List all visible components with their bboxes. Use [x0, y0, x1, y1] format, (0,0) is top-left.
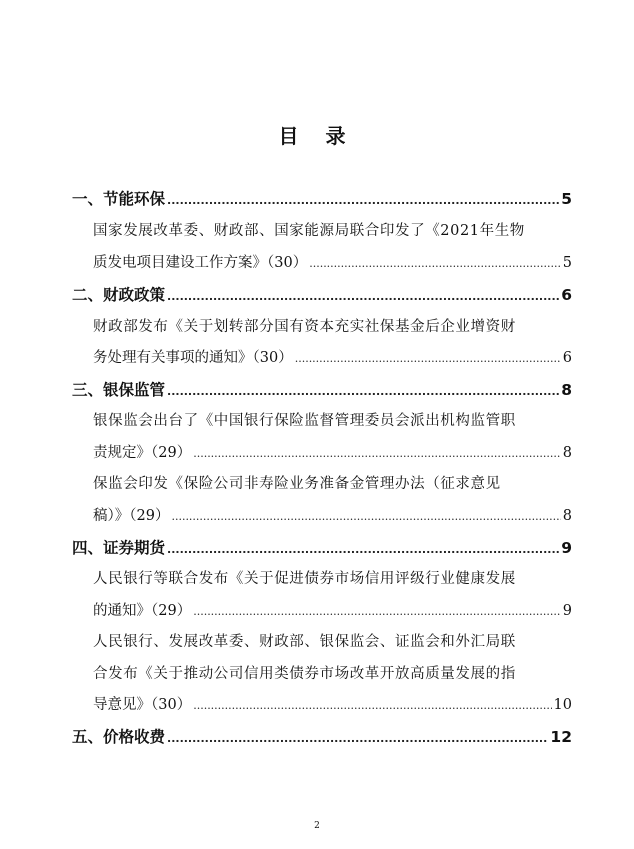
toc-entry-4-1-line-2[interactable] — [93, 598, 572, 624]
section-title: 银保监管 — [103, 381, 166, 399]
toc-entry-4-2-line-3[interactable] — [93, 692, 572, 718]
entry-page-number: 5 — [562, 255, 572, 271]
section-page-number: 8 — [561, 381, 572, 399]
entry-page-number: 9 — [562, 603, 572, 619]
entry-text: 人民银行、发展改革委、财政部、银保监会、证监会和外汇局联 — [93, 634, 516, 650]
dot-leader — [295, 346, 561, 372]
dot-leader — [167, 537, 559, 563]
toc-section-2[interactable] — [72, 282, 572, 308]
dot-leader — [309, 251, 561, 277]
dot-leader — [193, 599, 561, 625]
entry-page-number: 10 — [553, 697, 572, 713]
page-number: 2 — [314, 821, 320, 831]
dot-leader — [167, 188, 559, 214]
toc-section-4[interactable] — [72, 535, 572, 561]
toc-entry-3-1-line-2[interactable] — [93, 440, 572, 466]
dot-leader — [167, 726, 548, 752]
toc-title: 目 录 — [278, 124, 356, 148]
section-title: 财政政策 — [103, 286, 166, 304]
entry-text: 保监会印发《保险公司非寿险业务准备金管理办法（征求意见 — [93, 476, 501, 492]
dot-leader — [193, 693, 551, 719]
dot-leader — [193, 441, 561, 467]
section-title: 价格收费 — [103, 728, 166, 746]
toc-entry-3-2-line-1[interactable] — [93, 471, 572, 497]
section-page-number: 9 — [561, 539, 572, 557]
toc-section-5[interactable] — [72, 724, 572, 750]
section-number: 二、 — [72, 286, 104, 304]
section-page-number: 12 — [550, 728, 572, 746]
toc-entry-4-2-line-2[interactable] — [93, 661, 572, 687]
dot-leader — [167, 379, 559, 405]
dot-leader — [167, 284, 559, 310]
section-number: 一、 — [72, 190, 104, 208]
toc-section-3[interactable] — [72, 377, 572, 403]
entry-text: 国家发展改革委、财政部、国家能源局联合印发了《2021年生物 — [93, 223, 525, 239]
toc-entry-2-1-line-2[interactable] — [93, 345, 572, 371]
entry-text: 质发电项目建设工作方案》（30） — [93, 255, 308, 271]
entry-page-number: 8 — [562, 508, 572, 524]
toc-section-1[interactable] — [72, 186, 572, 212]
section-number: 四、 — [72, 539, 104, 557]
entry-text: 责规定》（29） — [93, 445, 192, 461]
entry-text: 的通知》（29） — [93, 603, 192, 619]
toc-entry-4-2-line-1[interactable] — [93, 629, 572, 655]
section-page-number: 5 — [561, 190, 572, 208]
section-title: 证券期货 — [103, 539, 166, 557]
entry-page-number: 8 — [562, 445, 572, 461]
toc-entry-2-1-line-1[interactable] — [93, 314, 572, 340]
toc-entry-3-2-line-2[interactable] — [93, 503, 572, 529]
toc-entry-4-1-line-1[interactable] — [93, 566, 572, 592]
toc-entry-1-1-line-2[interactable] — [93, 250, 572, 276]
entry-text: 务处理有关事项的通知》（30） — [93, 350, 293, 366]
entry-text: 稿）》（29） — [93, 508, 170, 524]
entry-text: 财政部发布《关于划转部分国有资本充实社保基金后企业增资财 — [93, 319, 516, 335]
toc-entry-3-1-line-1[interactable] — [93, 408, 572, 434]
entry-text: 合发布《关于推动公司信用类债券市场改革开放高质量发展的指 — [93, 666, 516, 682]
entry-text: 银保监会出台了《中国银行保险监督管理委员会派出机构监管职 — [93, 413, 516, 429]
toc-entry-1-1-line-1[interactable] — [93, 218, 572, 244]
section-number: 三、 — [72, 381, 104, 399]
section-number: 五、 — [72, 728, 104, 746]
dot-leader — [171, 504, 560, 530]
section-page-number: 6 — [561, 286, 572, 304]
entry-page-number: 6 — [562, 350, 572, 366]
entry-text: 导意见》（30） — [93, 697, 192, 713]
section-title: 节能环保 — [103, 190, 166, 208]
entry-text: 人民银行等联合发布《关于促进债券市场信用评级行业健康发展 — [93, 571, 516, 587]
